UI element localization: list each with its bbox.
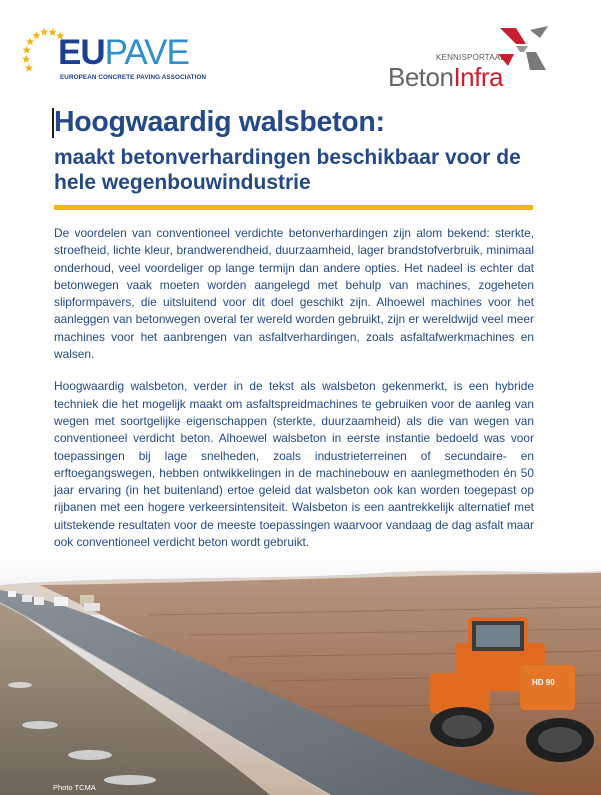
body-paragraph: De voordelen van conventioneel verdichte betonverhardingen zijn alom bekend: sterkte, stroefheid, lichte kleur, brandwerendheid, duurzaamheid, lager brandstofverbruik, minimaal onderhoud, veel voordeliger op lange termijn dan andere opties. Het nadeel is echter dat betonwegen vaak moeten worden aangelegd met behulp van machines, zogeheten slipformpavers, die uitsluitend voor dit doel geschikt zijn. Alhoewel machines voor het aanleggen van betonwegen overal ter wereld worden gebruikt, zijn er wereldwijd veel meer machines voor het aanbrengen van asfaltverhardingen, zoals asfaltafwerkmachines en walsen. [54, 226, 534, 362]
betoninfra-logo [386, 24, 566, 94]
roller-label: HD 90 [532, 678, 555, 687]
betoninfra-kennisportaal-label: KENNISPORTAAL [436, 53, 505, 62]
eu-star-icon [49, 28, 57, 36]
eupave-logo [22, 26, 212, 88]
road-construction-photo [0, 555, 601, 795]
betoninfra-wordmark [388, 64, 503, 90]
road-photo-illustration [0, 555, 601, 795]
eupave-word-pave: PAVE [104, 33, 189, 72]
eu-star-icon [32, 31, 40, 39]
betoninfra-word-beton: Beton [388, 62, 454, 92]
eupave-subtitle: EUROPEAN CONCRETE PAVING ASSOCIATION [60, 74, 207, 81]
eu-star-icon [22, 55, 30, 63]
eu-star-icon [26, 38, 34, 46]
eu-star-icon [40, 28, 48, 36]
eu-star-icon [23, 46, 31, 54]
page-subtitle: maakt betonverhardingen beschikbaar voor de hele wegenbouwindustrie [54, 146, 521, 194]
page-title: Hoogwaardig walsbeton: [54, 106, 385, 138]
body-text [54, 225, 534, 566]
eupave-wordmark [58, 35, 189, 70]
title-divider [54, 205, 533, 210]
betoninfra-word-infra: Infra [453, 62, 503, 92]
body-paragraph: Hoogwaardig walsbeton, verder in de tekst als walsbeton gekenmerkt, is een hybride techniek die het mogelijk maakt om asfaltspreidmachines te gebruiken voor de aanleg van wegen met soortgelijke eigenschappen (sterkte, duurzaamheid) als die van wegen van conventioneel verdicht beton. Alhoewel walsbeton in eerste instantie bedoeld was voor toepassingen bij lage snelheden, zoals industrieterreinen of secundaire- en erftoegangswegen, hebben ontwikkelingen in de machinebouw en aanlegmethoden én 50 jaar ervaring (in het buitenland) ertoe geleid dat walsbeton ook kan worden toegepast op rijbanen met een hogere verkeersintensiteit. Walsbeton is een aantrekkelijk alternatief met uitstekende resultaten voor de meeste toepassingen waarvoor vandaag de dag asfalt maar ook conventioneel verdicht beton wordt gebruikt. [54, 379, 534, 550]
eupave-word-eu: EU [58, 33, 105, 72]
photo-credit: Photo TCMA [53, 783, 96, 792]
eu-star-icon [25, 64, 33, 72]
